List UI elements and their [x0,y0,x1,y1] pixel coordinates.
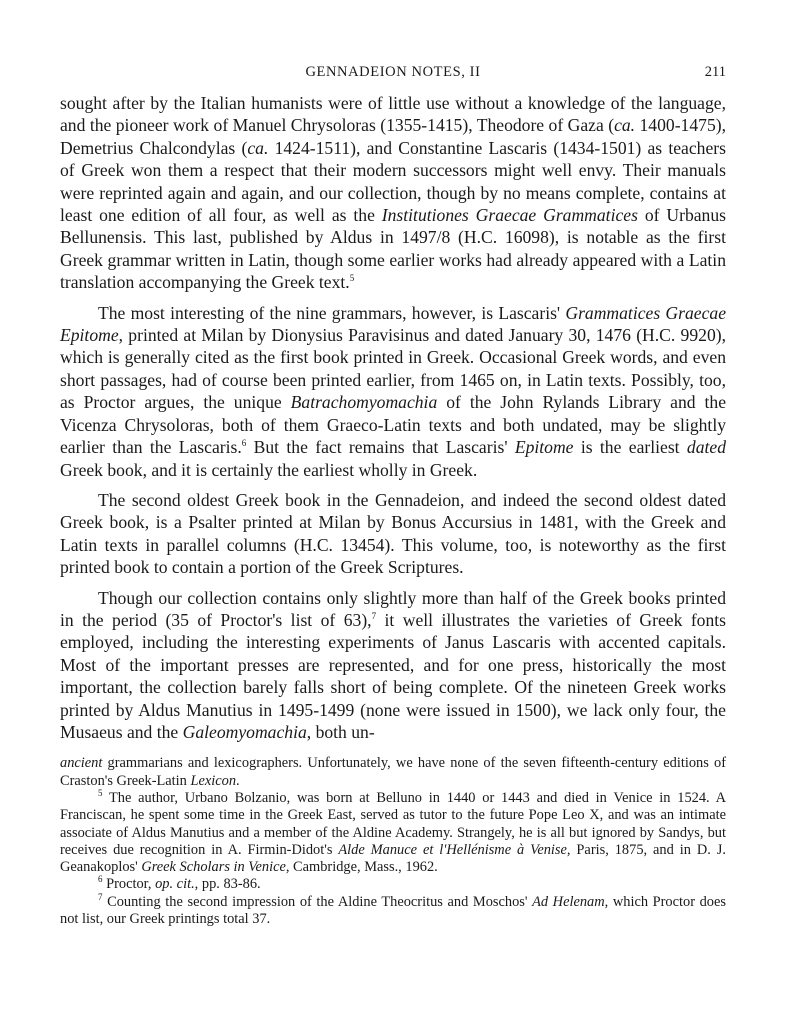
footnote-5: $^5$ The author, Urbano Bolzanio, was born at Belluno in 1440 or 1443 and died in Venice in 1524. A Franciscan, he spent some time in the Greek East, served as tutor to the future Pope Leo X, and was an intimate associate of Aldus Manutius and a member of the Aldine Academy. Strangely, he is all but ignored by Sandys, but receives due recognition in A. Firmin-Didot's Alde Manuce et l'Hellénisme à Venise, Paris, 1875, and in D. J. Geanakoplos' Greek Scholars in Venice, Cambridge, Mass., 1962. [60,788,726,876]
paragraph-3: The second oldest Greek book in the Gennadeion, and indeed the second oldest dated Greek book, is a Psalter printed at Milan by Bonus Accursius in 1481, with the Greek and Latin texts in parallel columns (H.C. 13454). This volume, too, is noteworthy as the first printed book to contain a portion of the Greek Scriptures. [60,489,726,578]
footnote-continuation: ancient grammarians and lexicographers. Unfortunately, we have none of the seven fifteenth-century editions of Craston's Greek-Latin Lexicon. [60,755,726,789]
paragraph-1: sought after by the Italian humanists were of little use without a knowledge of the language, and the pioneer work of Manuel Chrysoloras (1355-1415), Theodore of Gaza (ca. 1400-1475), Demetrius Chalcondylas (ca. 1424-1511), and Constantine Lascaris (1434-1501) as teachers of Greek won them a respect that their modern successors might well envy. Their manuals were reprinted again and again, and our collection, though by no means complete, contains at least one edition of all four, as well as the Institutiones Graecae Grammatices of Urbanus Bellunensis. This last, published by Aldus in 1497/8 (H.C. 16098), is notable as the first Greek grammar written in Latin, though some earlier works had already appeared with a Latin translation accompanying the Greek text.$^5$ [60,93,726,293]
paragraph-2: The most interesting of the nine grammars, however, is Lascaris' Grammatices Graecae Epitome, printed at Milan by Dionysius Paravisinus and dated January 30, 1476 (H.C. 9920), which is generally cited as the first book printed in Greek. Occasional Greek words, and even short passages, had of course been printed earlier, from 1465 on, in Latin texts. Possibly, too, as Proctor argues, the unique Batrachomyomachia of the John Rylands Library and the Vicenza Chrysoloras, both of them Graeco-Latin texts and both undated, may be slightly earlier than the Lascaris.$^6$ But the fact remains that Lascaris' Epitome is the earliest dated Greek book, and it is certainly the earliest wholly in Greek. [60,302,727,480]
running-head: GENNADEION NOTES, II [305,64,481,80]
body-text [60,92,726,743]
footnote-ref-6: 6 [241,438,247,449]
title-batrachomyomachia: Batrachomyomachia [290,392,438,413]
footnote-6: $^6$ Proctor, op. cit., pp. 83-86. [98,874,261,893]
page-number: 211 [704,64,726,80]
title-epitome: Grammatices Graecae Epitome [60,302,727,346]
page-header [60,56,726,84]
title-institutiones: Institutiones Graecae Grammatices [381,205,638,226]
footnote-7: $^7$ Counting the second impression of the Aldine Theocritus and Moschos' Ad Helenam, which Proctor does not list, our Greek printings total 37. [60,891,726,928]
paragraph-4: Though our collection contains only slightly more than half of the Greek books printed in the period (35 of Proctor's list of 63),$^7$ it well illustrates the varieties of Greek fonts employed, including the interesting experiments of Janus Lascaris with accented capitals. Most of the important presses are represented, and for one press, historically the most important, the collection barely falls short of being complete. Of the nineteen Greek works printed by Aldus Manutius in 1495-1499 (none were issued in 1500), we lack only four, the Musaeus and the Galeomyomachia, both un- [60,587,727,742]
footnotes [60,755,726,928]
footnote-ref-5: 5 [349,273,355,284]
footnote-ref-7: 7 [371,611,377,622]
document-page [60,56,726,928]
title-galeomyomachia: Galeomyomachia [182,721,307,742]
